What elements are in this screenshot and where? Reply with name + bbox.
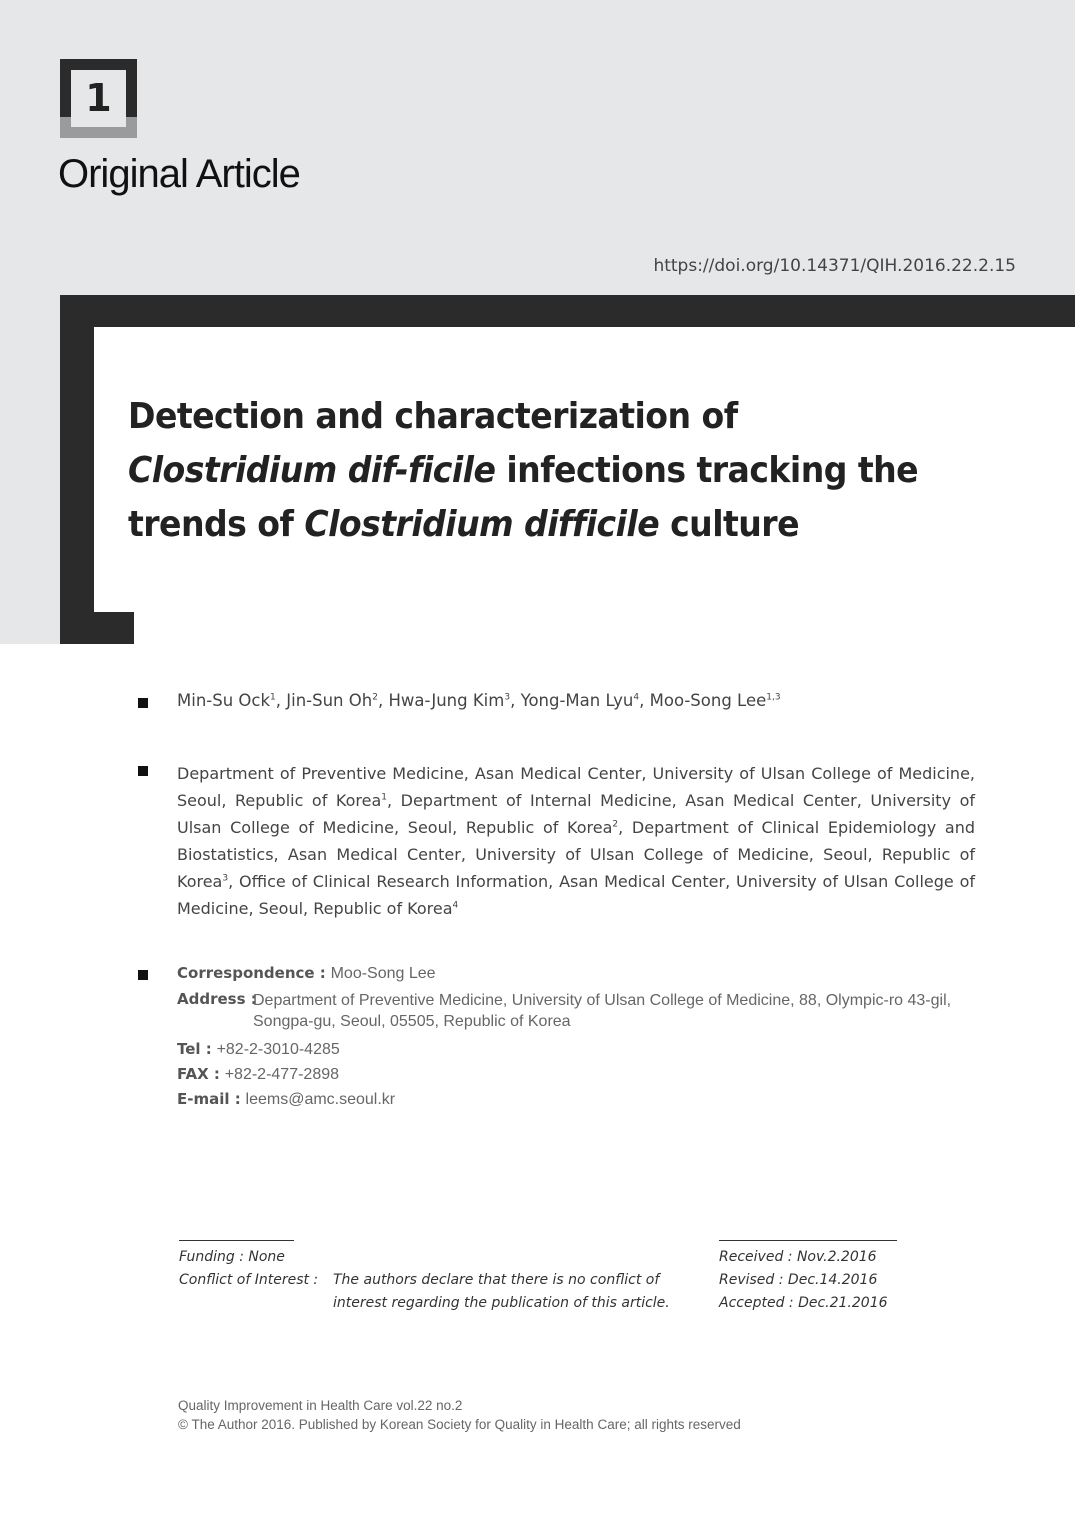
email-row bbox=[177, 1090, 395, 1109]
author-name: Hwa-Jung Kim bbox=[388, 691, 505, 710]
doi-link[interactable]: https://doi.org/10.14371/QIH.2016.22.2.15 bbox=[653, 256, 1016, 276]
accepted-date: Accepted : Dec.21.2016 bbox=[719, 1295, 888, 1311]
address-label: Address : bbox=[177, 990, 257, 1008]
conflict-label: Conflict of Interest : bbox=[179, 1272, 319, 1288]
correspondence-bullet bbox=[138, 970, 148, 980]
author-name: Jin-Sun Oh bbox=[286, 691, 373, 710]
affiliation-mark: 1 bbox=[381, 792, 387, 803]
tel-value: +82-2-3010-4285 bbox=[216, 1041, 340, 1058]
title-species-2: Clostridium difficile bbox=[304, 504, 660, 545]
title-part-2: infections tracking the trends of bbox=[128, 450, 919, 545]
author-name: Yong-Man Lyu bbox=[520, 691, 634, 710]
footnote-rule-right bbox=[719, 1240, 897, 1241]
author-list: Min-Su Ock$^1$, Jin-Sun Oh$^2$, Hwa-Jung Kim$^3$, Yong-Man Lyu$^4$, Moo-Song Lee$^{1,3}$ bbox=[177, 691, 781, 710]
fax-row bbox=[177, 1065, 339, 1084]
section-number: 1 bbox=[71, 70, 126, 127]
section-number-badge bbox=[60, 59, 137, 138]
address-value: Department of Preventive Medicine, University of Ulsan College of Medicine, 88, Olympic-ro 43-gil, Songpa-gu, Seoul, 05505, Republic of Korea bbox=[253, 992, 952, 1030]
fax-value: +82-2-477-2898 bbox=[224, 1066, 340, 1083]
fax-label: FAX : bbox=[177, 1065, 220, 1083]
title-frame-top bbox=[60, 295, 1075, 327]
address-row bbox=[177, 990, 257, 1008]
author-name: Moo-Song Lee bbox=[649, 691, 767, 710]
correspondence-name: Moo-Song Lee bbox=[330, 965, 436, 982]
author-affiliation-mark: 2 bbox=[372, 692, 378, 703]
affiliation-text: Department of Internal Medicine, Asan Medical Center, University of Ulsan College of Medicine, Seoul, Republic of Korea bbox=[177, 791, 976, 837]
conflict-text-line2: interest regarding the publication of this article. bbox=[333, 1295, 670, 1311]
affiliation-mark: 2 bbox=[612, 819, 619, 830]
authors-bullet bbox=[138, 698, 148, 708]
conflict-text-line1: The authors declare that there is no conflict of bbox=[333, 1272, 660, 1288]
affiliations-bullet bbox=[138, 766, 148, 776]
author-name: Min-Su Ock bbox=[177, 691, 271, 710]
author-affiliation-mark: 3 bbox=[504, 692, 511, 703]
title-frame-left bbox=[60, 295, 94, 644]
affiliation-text: Department of Clinical Epidemiology and Biostatistics, Asan Medical Center, University of Ulsan College of Medicine, Seoul, Republic of Korea bbox=[177, 818, 976, 891]
affiliation-text: Office of Clinical Research Information, Asan Medical Center, University of Ulsan College of Medicine, Seoul, Republic of Korea bbox=[177, 872, 976, 918]
received-date: Received : Nov.2.2016 bbox=[719, 1249, 877, 1265]
funding-note: Funding : None bbox=[179, 1249, 285, 1265]
title-species-1: Clostridium dif-ficile bbox=[128, 450, 496, 491]
author-affiliation-mark: 4 bbox=[633, 692, 640, 703]
journal-info: Quality Improvement in Health Care vol.22 no.2 bbox=[178, 1398, 463, 1413]
affiliation-text: Department of Preventive Medicine, Asan Medical Center, University of Ulsan College of Medicine, Seoul, Republic of Korea bbox=[177, 764, 975, 810]
affiliation-mark: 4 bbox=[452, 900, 459, 911]
email-link[interactable]: leems@amc.seoul.kr bbox=[245, 1091, 396, 1108]
title-part-1: Detection and characterization of bbox=[128, 396, 738, 437]
article-type: Original Article bbox=[58, 152, 300, 196]
affiliation-list: Department of Preventive Medicine, Asan Medical Center, University of Ulsan College of Medicine, Seoul, Republic of Korea$^1$, Department of Internal Medicine, Asan Medical Center, University of Ulsan College of Medicine, Seoul, Republic of Korea$^2$, Department of Clinical Epidemiology and Biostatistics, Asan Medical Center, University of Ulsan College of Medicine, Seoul, Republic of Korea$^3$, Office of Clinical Research Information, Asan Medical Center, University of Ulsan College of Medicine, Seoul, Republic of Korea$^4$ bbox=[177, 764, 976, 918]
author-affiliation-mark: 1 bbox=[270, 692, 276, 703]
title-frame-foot bbox=[60, 612, 134, 644]
tel-row bbox=[177, 1040, 340, 1059]
revised-date: Revised : Dec.14.2016 bbox=[719, 1272, 878, 1288]
affiliation-mark: 3 bbox=[222, 873, 229, 884]
correspondence-row bbox=[177, 964, 436, 983]
copyright-notice: © The Author 2016. Published by Korean Society for Quality in Health Care; all rights reserved bbox=[178, 1417, 741, 1432]
email-label: E-mail : bbox=[177, 1090, 241, 1108]
tel-label: Tel : bbox=[177, 1040, 212, 1058]
author-affiliation-mark: 1,3 bbox=[766, 692, 781, 703]
article-title bbox=[128, 390, 938, 552]
title-part-3: culture bbox=[659, 504, 800, 545]
correspondence-label: Correspondence : bbox=[177, 964, 326, 982]
footnote-rule-left bbox=[179, 1240, 294, 1241]
